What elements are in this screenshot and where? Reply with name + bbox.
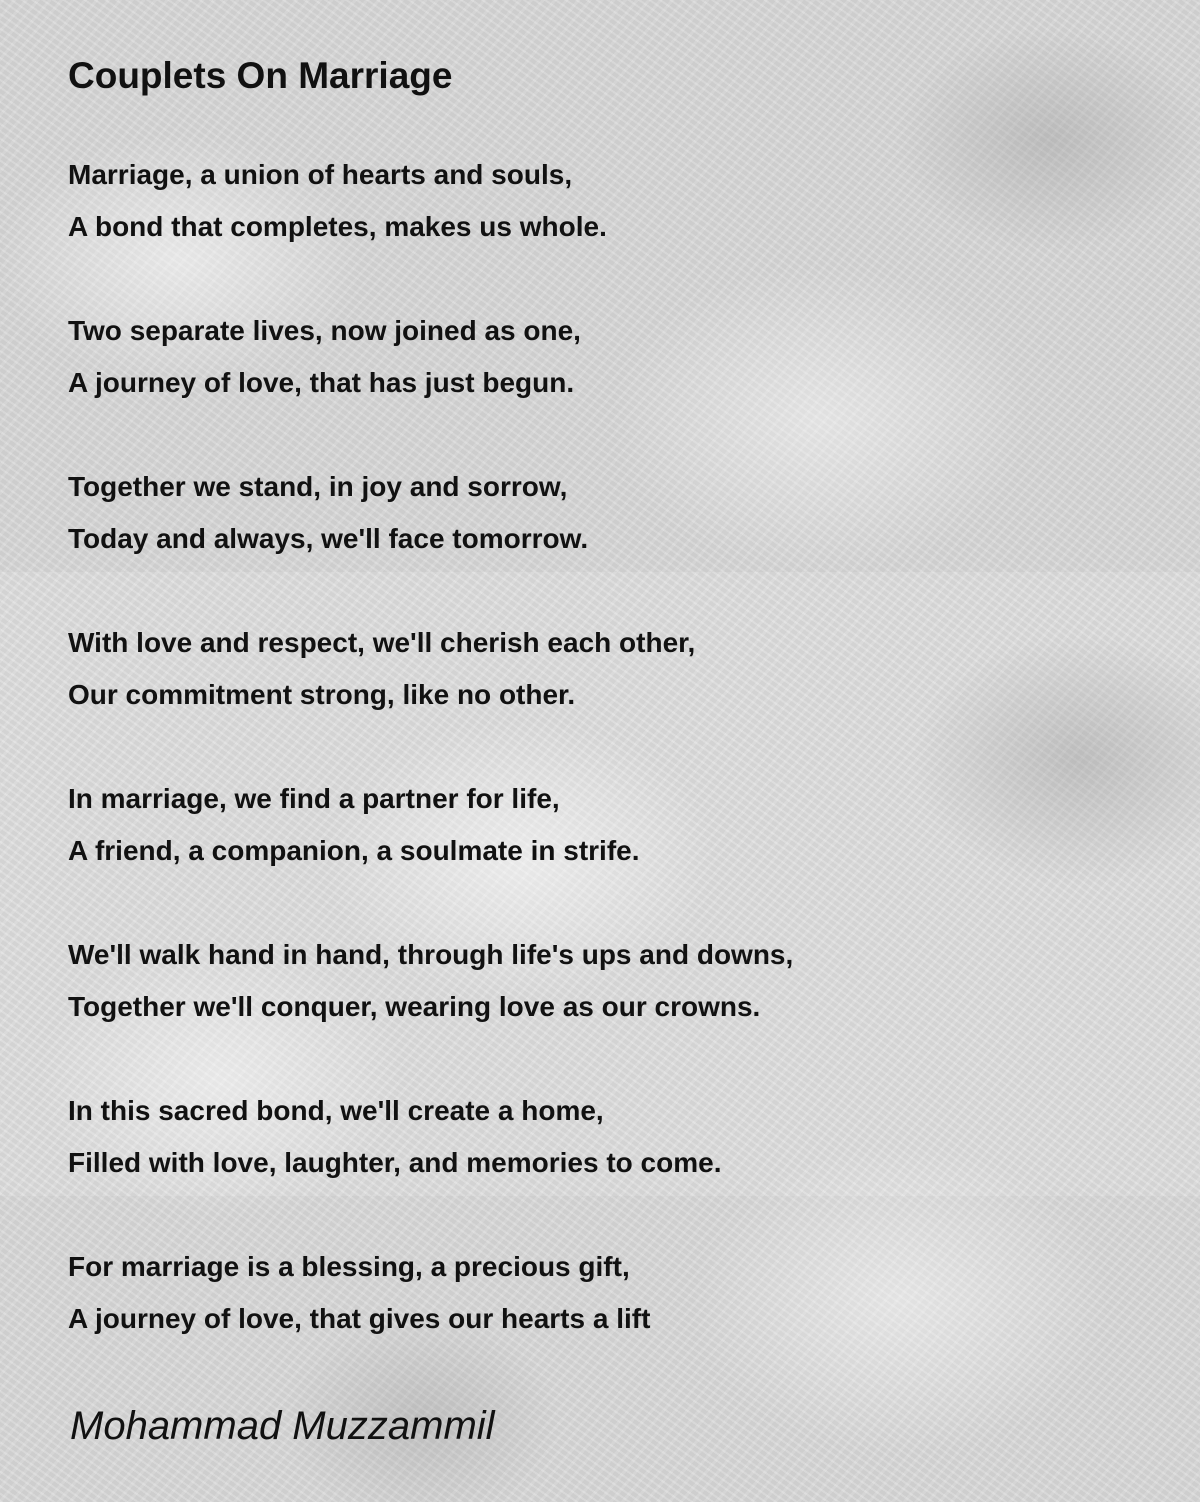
poem-line: Our commitment strong, like no other. [68, 679, 576, 710]
stanza [68, 1085, 1168, 1189]
poem-line: In this sacred bond, we'll create a home, [68, 1095, 604, 1126]
stanza [68, 617, 1168, 721]
poem-line: Two separate lives, now joined as one, [68, 315, 581, 346]
poem-line: In marriage, we find a partner for life, [68, 783, 560, 814]
stanza [68, 305, 1168, 409]
poem-line: Filled with love, laughter, and memories to come. [68, 1147, 722, 1178]
poem-body [68, 149, 1168, 1397]
poem-line: A bond that completes, makes us whole. [68, 211, 607, 242]
poem-line: A journey of love, that has just begun. [68, 367, 575, 398]
stanza [68, 773, 1168, 877]
poem-line: A friend, a companion, a soulmate in strife. [68, 835, 640, 866]
stanza [68, 929, 1168, 1033]
poem-author: Mohammad Muzzammil [70, 1404, 495, 1448]
stanza [68, 149, 1168, 253]
stanza [68, 461, 1168, 565]
poem-line: We'll walk hand in hand, through life's ups and downs, [68, 939, 794, 970]
poem-line: A journey of love, that gives our hearts a lift [68, 1303, 651, 1334]
poem-title: Couplets On Marriage [68, 55, 453, 96]
poem-line: With love and respect, we'll cherish each other, [68, 627, 696, 658]
poem-line: Together we stand, in joy and sorrow, [68, 471, 568, 502]
poem-line: Marriage, a union of hearts and souls, [68, 159, 573, 190]
stanza [68, 1241, 1168, 1345]
poem-line: Today and always, we'll face tomorrow. [68, 523, 589, 554]
poem-line: Together we'll conquer, wearing love as our crowns. [68, 991, 761, 1022]
poem-line: For marriage is a blessing, a precious gift, [68, 1251, 630, 1282]
